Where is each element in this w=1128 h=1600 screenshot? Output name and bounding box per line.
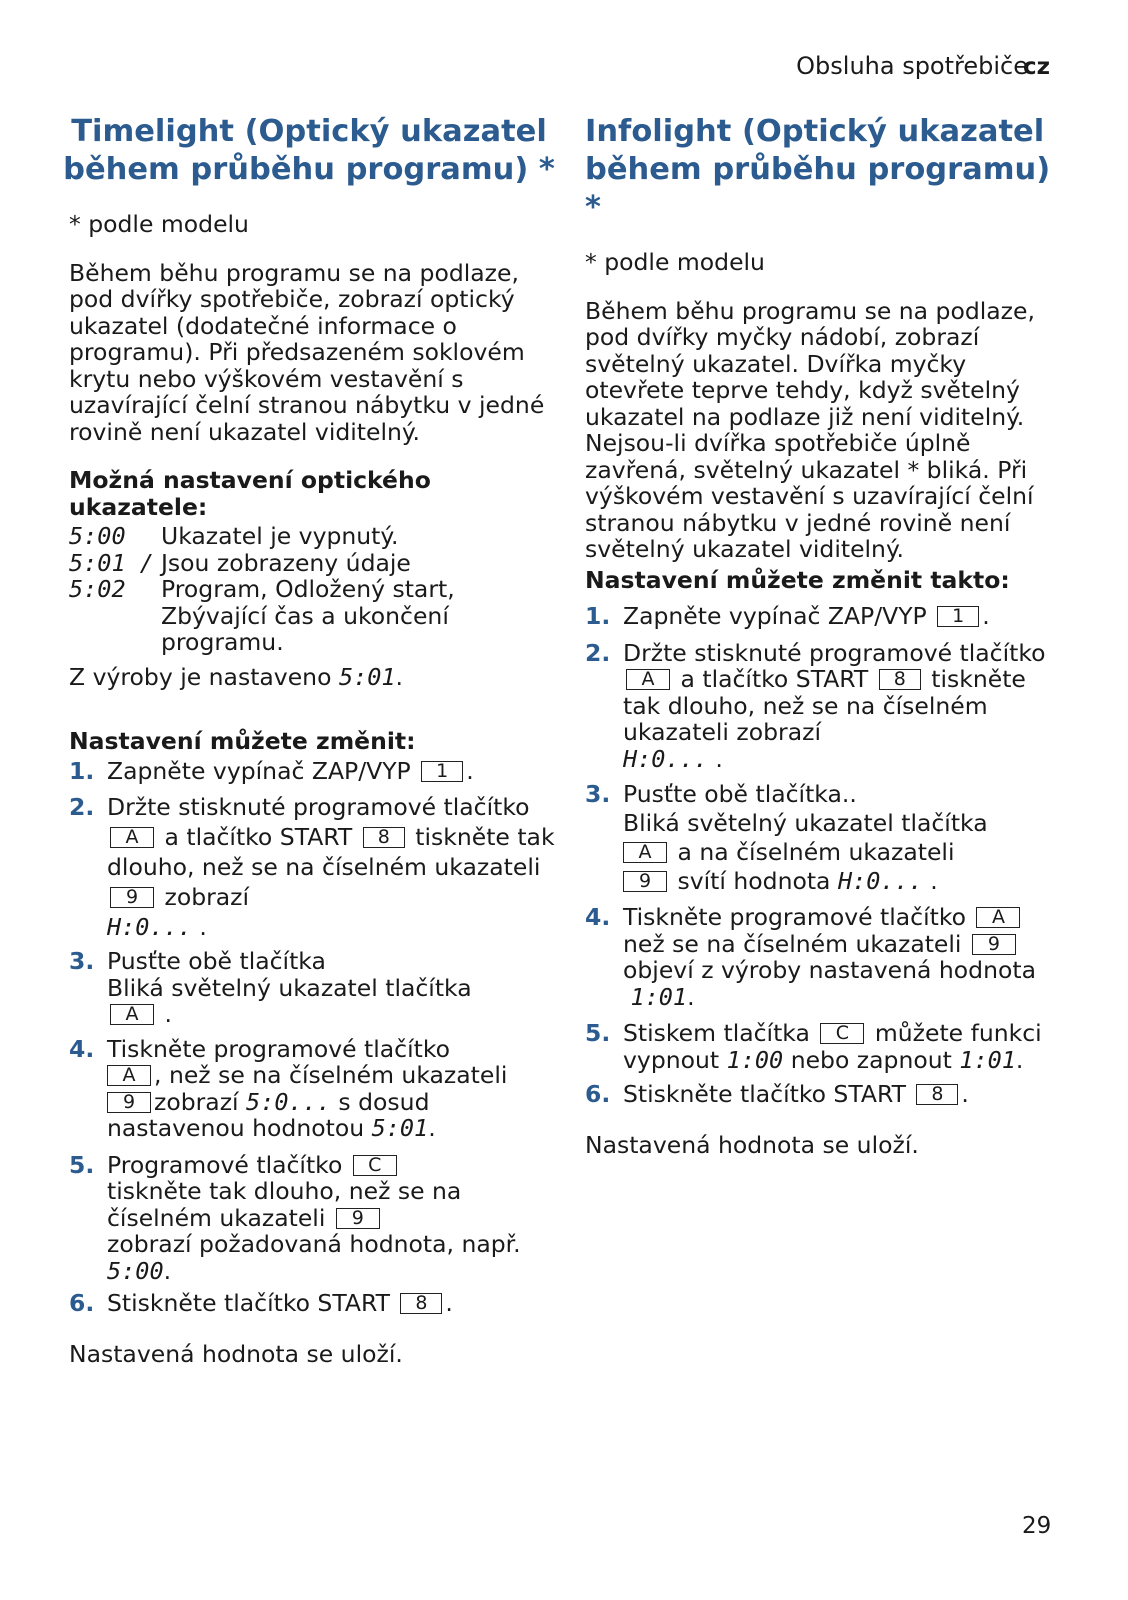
- step-number: 3.: [585, 780, 611, 808]
- step-number: 1.: [585, 602, 611, 630]
- list-item: 2. Držte stisknuté programové tlačítko A a tlačítko START 8 tiskněte tak dlouho, než se na číselném ukazateli 9 zobrazí H:0... .: [69, 793, 555, 941]
- timelight-title: Timelight (Optický ukazatel během průběhu programu) *: [63, 114, 555, 187]
- model-note: * podle modelu: [585, 248, 765, 276]
- factory-label: Z výroby je nastaveno: [69, 662, 332, 691]
- step-number: 1.: [69, 756, 95, 785]
- step-text: s dosud nastavenou hodnotou: [107, 1087, 430, 1142]
- step-text: objeví z výroby nastavená hodnota: [623, 956, 1036, 984]
- change-heading: Nastavení můžete změnit:: [69, 727, 416, 755]
- display-code: H:0...: [837, 867, 923, 895]
- display-code: H:0...: [107, 913, 192, 941]
- list-item: 2. Držte stisknuté programové tlačítko A a tlačítko START 8 tiskněte tak dlouho, než se na číselném ukazateli zobrazí H:0... .: [585, 638, 1046, 773]
- step-text: Bliká světelný ukazatel tlačítka: [107, 973, 472, 1002]
- key-symbol: A: [110, 1004, 154, 1025]
- step-text: Zapněte vypínač ZAP/VYP: [623, 602, 927, 630]
- steps-list: [69, 758, 555, 1317]
- step-text: než se na číselném ukazateli: [623, 929, 962, 958]
- key-symbol: 1: [421, 761, 463, 782]
- step-text: , než se na číselném ukazateli: [154, 1061, 508, 1089]
- step-text: Držte stisknuté programové tlačítko: [107, 793, 530, 821]
- list-item: 1. Zapněte vypínač ZAP/VYP 1 .: [69, 756, 474, 785]
- step-text: nebo zapnout: [790, 1045, 952, 1074]
- step-number: 6.: [69, 1289, 95, 1317]
- step-text: tiskněte tak dlouho, než se na číselném ukazateli zobrazí: [623, 665, 1026, 746]
- settings-list: [69, 523, 555, 656]
- step-number: 5.: [69, 1150, 95, 1179]
- key-symbol: 9: [623, 871, 667, 892]
- step-number: 4.: [69, 1034, 95, 1063]
- key-symbol: A: [110, 827, 154, 848]
- step-text: Zapněte vypínač ZAP/VYP: [107, 756, 411, 785]
- step-text: Stiskněte tlačítko START: [107, 1289, 390, 1317]
- step-text: Stiskněte tlačítko START: [623, 1080, 906, 1108]
- key-symbol: 8: [879, 669, 921, 690]
- step-text: tiskněte tak dlouho, než se na číselném ukazateli: [107, 823, 555, 881]
- infolight-section: [585, 113, 1065, 1158]
- timelight-section: [63, 113, 555, 1368]
- display-code: 5:0...: [246, 1087, 331, 1116]
- display-code: 5:00: [107, 1256, 164, 1285]
- list-item: 4. Tiskněte programové tlačítko A , než se na číselném ukazateli 9 zobrazí 5:0... s dosud nastavenou hodnotou 5:01.: [69, 1034, 508, 1142]
- step-text: a tlačítko START: [680, 665, 869, 693]
- list-item: 3. Pusťte obě tlačítka Bliká světelný ukazatel tlačítka A .: [69, 947, 472, 1028]
- display-code: 5:02: [69, 575, 126, 603]
- step-text: Programové tlačítko: [107, 1150, 343, 1179]
- key-symbol: C: [353, 1155, 397, 1176]
- step-text: Stiskem tlačítka: [623, 1019, 810, 1047]
- display-code: 5:01: [338, 662, 396, 691]
- timelight-intro: Během běhu programu se na podlaze, pod dvířky spotřebiče, zobrazí optický ukazatel (dodatečné informace o programu). Při předsazeném soklovém krytu nebo výškovém vestavění s uzavírající čelní stranou nábytku v jedné rovině není ukazatel viditelný.: [69, 258, 545, 446]
- step-text: zobrazí: [164, 883, 250, 911]
- display-code: 5:01 /: [69, 548, 154, 577]
- step-number: 2.: [585, 638, 611, 667]
- steps-list: [585, 603, 1065, 1108]
- key-symbol: 8: [916, 1084, 958, 1105]
- key-symbol: A: [623, 842, 667, 863]
- step-text: zobrazí požadovaná hodnota, např.: [107, 1230, 521, 1258]
- settings-heading: Možná nastavení optického ukazatele:: [69, 466, 431, 521]
- key-symbol: C: [820, 1023, 864, 1044]
- step-number: 2.: [69, 793, 95, 821]
- key-symbol: 1: [937, 606, 979, 627]
- key-symbol: 8: [400, 1293, 442, 1314]
- step-text: Tiskněte programové tlačítko: [623, 903, 966, 931]
- list-item: 3. Pusťte obě tlačítka.. Bliká světelný ukazatel tlačítka A a na číselném ukazateli 9 svítí hodnota H:0... .: [585, 780, 988, 895]
- step-text: můžete funkci vypnout: [623, 1019, 1042, 1074]
- list-item: 4. Tiskněte programové tlačítko A než se na číselném ukazateli 9 objeví z výroby nastavená hodnota 1:01.: [585, 903, 1036, 1011]
- list-item: 6. Stiskněte tlačítko START 8 .: [69, 1289, 453, 1317]
- step-text: svítí hodnota: [677, 867, 831, 895]
- step-text: Tiskněte programové tlačítko: [107, 1034, 450, 1063]
- display-code: 1:01: [959, 1045, 1016, 1074]
- list-item: 5. Programové tlačítko C tiskněte tak dlouho, než se na číselném ukazateli 9 zobrazí požadovaná hodnota, např. 5:00.: [69, 1150, 521, 1285]
- step-number: 5.: [585, 1019, 611, 1047]
- key-symbol: A: [107, 1065, 151, 1086]
- key-symbol: 9: [972, 934, 1016, 955]
- key-symbol: 9: [107, 1092, 151, 1113]
- display-code: 1:01: [630, 982, 688, 1011]
- display-code: 5:01: [371, 1114, 429, 1142]
- model-note: * podle modelu: [69, 210, 249, 238]
- setting-desc: Program, Odložený start, Zbývající čas a ukončení programu.: [161, 575, 455, 656]
- key-symbol: 8: [363, 827, 405, 848]
- step-text: tiskněte tak dlouho, než se na číselném ukazateli: [107, 1177, 462, 1232]
- step-number: 6.: [585, 1080, 611, 1108]
- infolight-intro: Během běhu programu se na podlaze, pod dvířky myčky nádobí, zobrazí světelný ukazatel. Dvířka myčky otevřete teprve tehdy, když světelný ukazatel na podlaze již není viditelný. Nejsou-li dvířka spotřebiče úplně zavřená, světelný ukazatel * bliká. Při výškovém vestavění s uzavírající čelní stranou nábytku v jedné rovině není světelný ukazatel viditelný.: [585, 296, 1035, 563]
- change-heading: Nastavení můžete změnit takto:: [585, 565, 1010, 594]
- step-number: 3.: [69, 947, 95, 975]
- key-symbol: A: [976, 907, 1020, 928]
- step-text: Pusťte obě tlačítka..: [623, 780, 857, 808]
- key-symbol: A: [626, 669, 670, 690]
- setting-desc: Ukazatel je vypnutý.: [161, 522, 399, 550]
- list-item: 6. Stiskněte tlačítko START 8 .: [585, 1080, 969, 1108]
- step-number: 4.: [585, 903, 611, 931]
- step-text: Držte stisknuté programové tlačítko: [623, 638, 1046, 667]
- display-code: 5:00: [69, 522, 126, 550]
- key-symbol: 9: [336, 1208, 380, 1229]
- step-text: zobrazí: [154, 1087, 239, 1116]
- list-item: 5. Stiskem tlačítka C můžete funkci vypnout 1:00 nebo zapnout 1:01.: [585, 1019, 1042, 1074]
- saved-note: Nastavená hodnota se uloží.: [69, 1339, 403, 1368]
- step-text: Pusťte obě tlačítka: [107, 947, 326, 975]
- saved-note: Nastavená hodnota se uloží.: [585, 1130, 919, 1159]
- factory-setting: Z výroby je nastaveno 5:01.: [69, 662, 404, 691]
- infolight-title: Infolight (Optický ukazatel během průběhu programu) *: [585, 114, 1051, 225]
- list-item: 1. Zapněte vypínač ZAP/VYP 1 .: [585, 602, 990, 630]
- step-text: a tlačítko START: [164, 823, 353, 851]
- step-text: Bliká světelný ukazatel tlačítka: [623, 809, 988, 837]
- running-header: Obsluha spotřebiče: [796, 52, 1028, 80]
- key-symbol: 9: [110, 887, 154, 908]
- setting-desc: Jsou zobrazeny údaje: [161, 548, 411, 577]
- step-text: a na číselném ukazateli: [677, 838, 955, 866]
- display-code: 1:00: [726, 1045, 784, 1074]
- page-number: 29: [1022, 1513, 1052, 1539]
- language-code: cz: [1023, 54, 1051, 80]
- display-code: H:0...: [623, 744, 708, 773]
